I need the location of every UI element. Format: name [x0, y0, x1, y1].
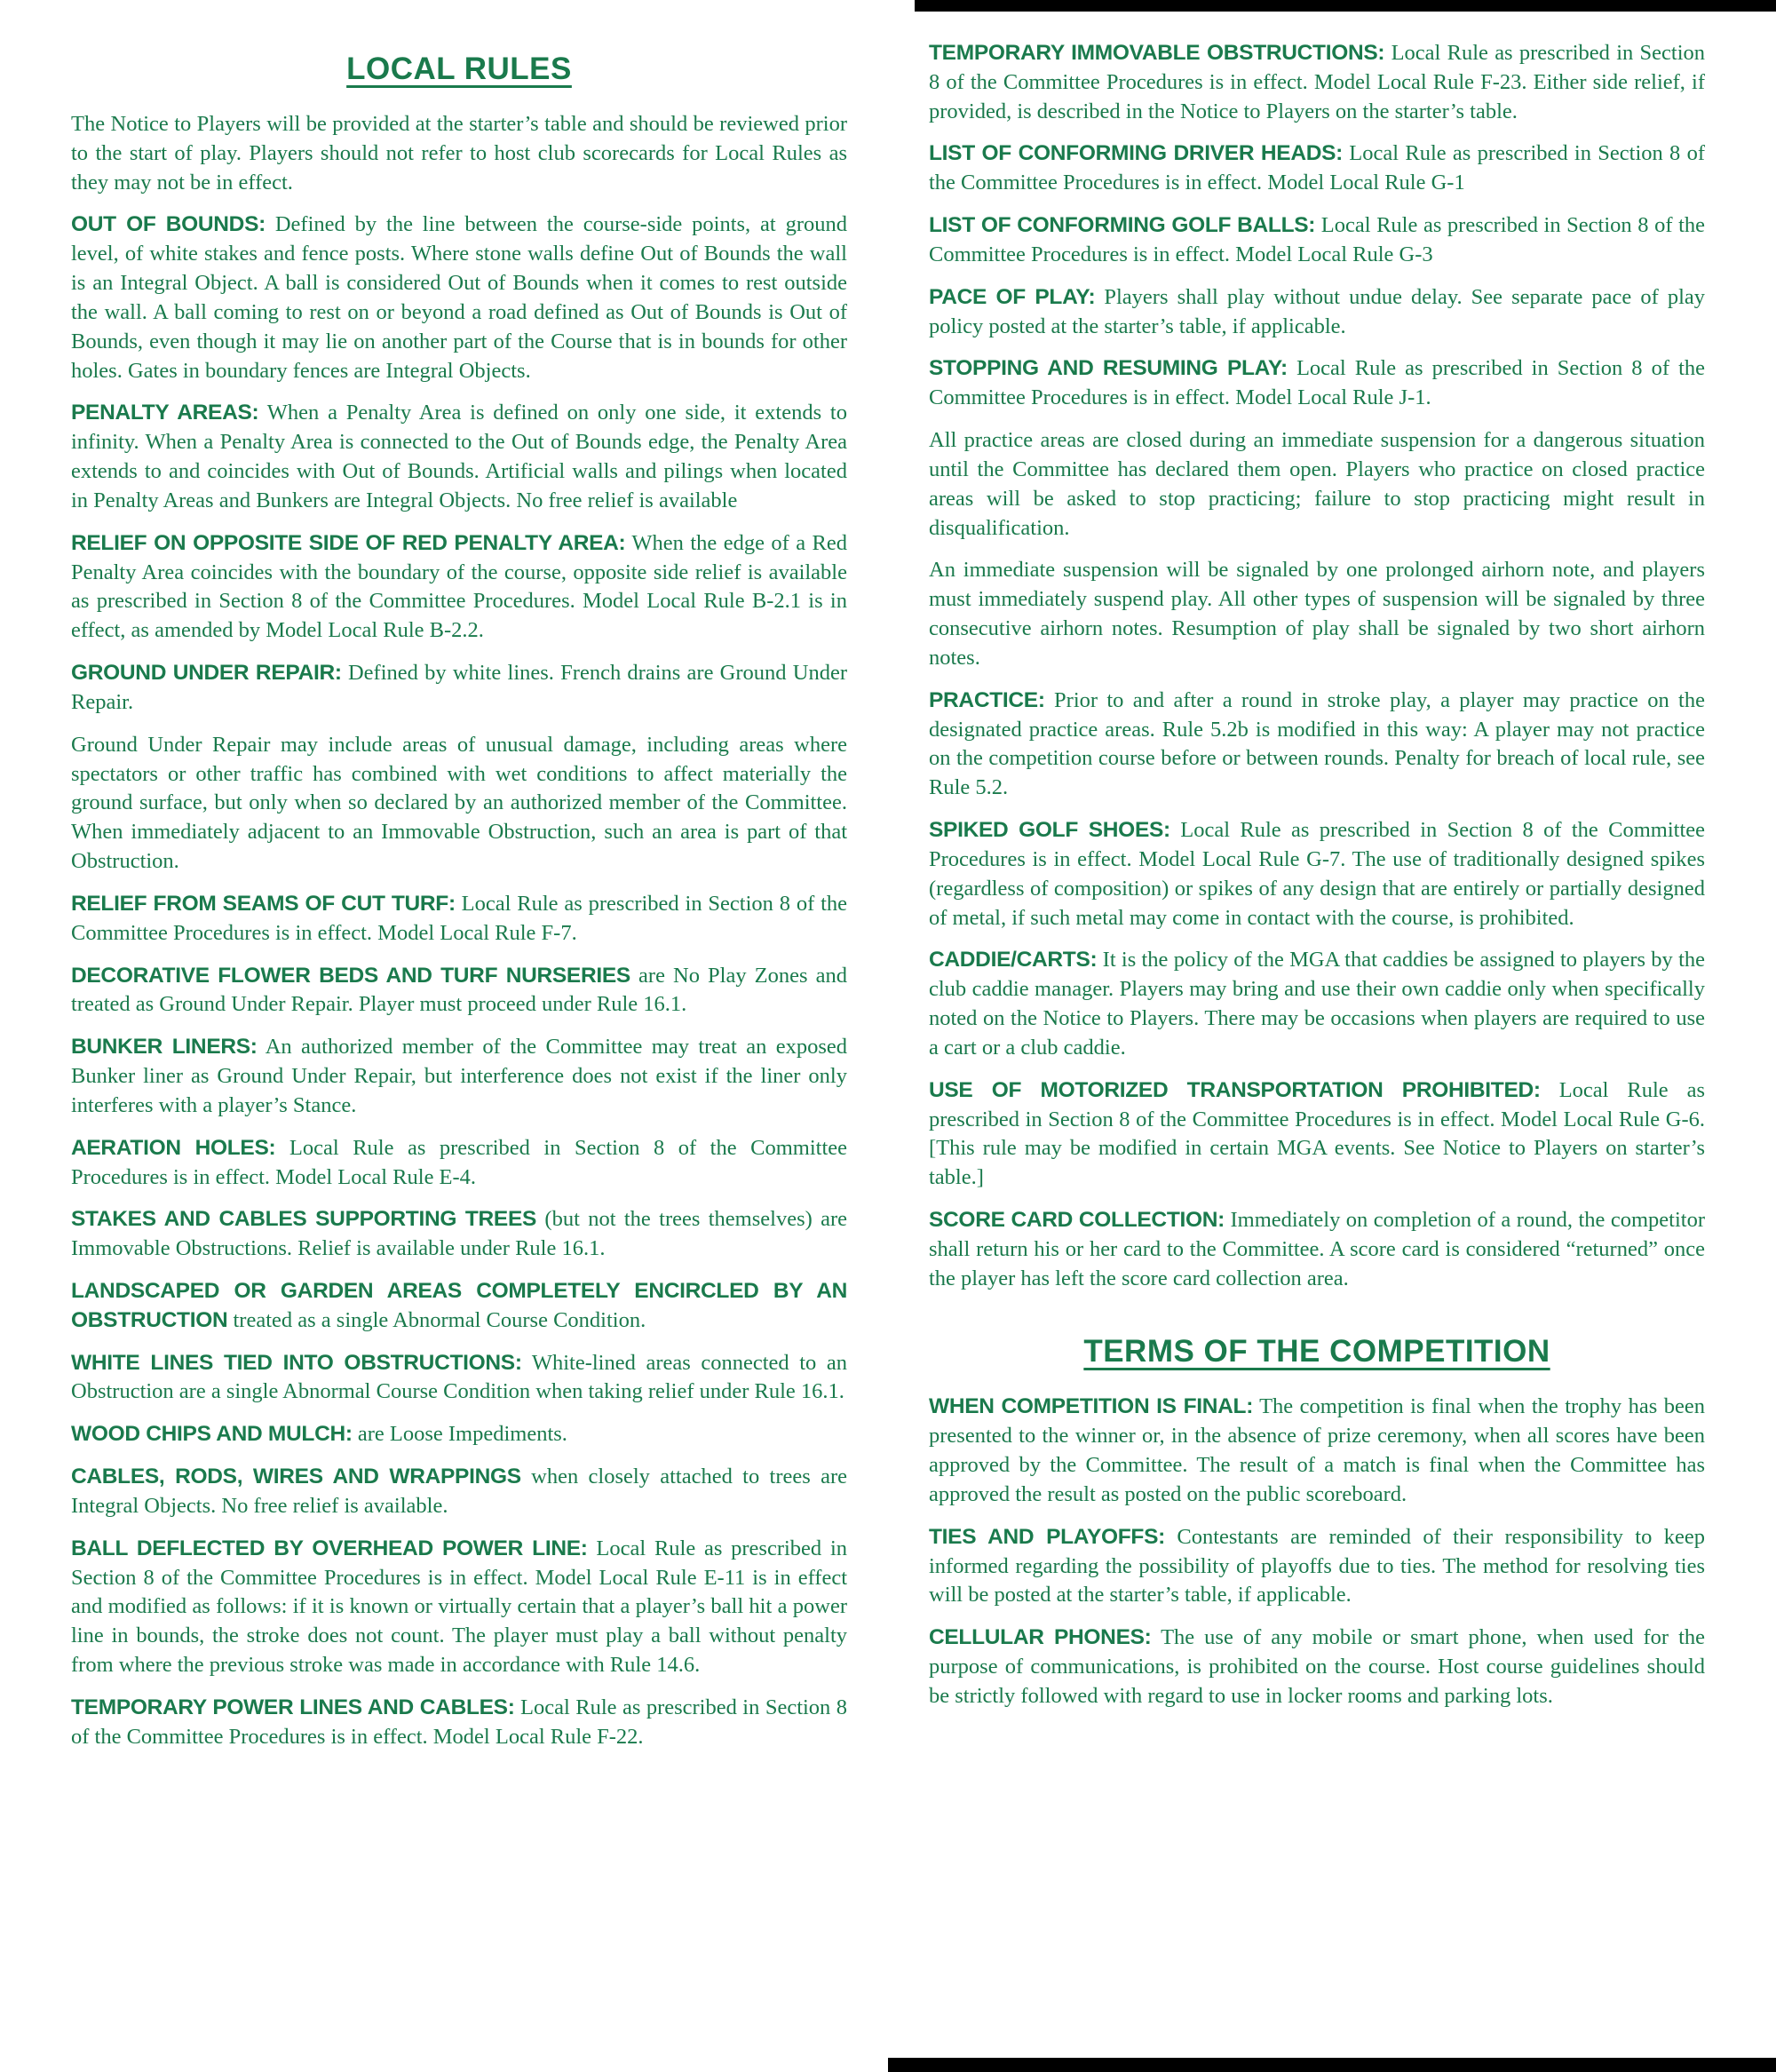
rule-practice-areas-closed: [929, 426, 1705, 543]
rule-body: Local Rule as prescribed in Section 8 of the Committee Procedures is in effect. Model Local Rule G-3: [929, 213, 1705, 266]
rule-heading: DECORATIVE FLOWER BEDS AND TURF NURSERIES: [71, 963, 630, 988]
rule-body: The competition is final when the trophy has been presented to the winner or, in the absence of prize ceremony, when all scores have been approved by the Committee. The result of a match is final when the Committee has approved the result as posted on the public scoreboard.: [929, 1394, 1706, 1506]
rule-heading: STOPPING AND RESUMING PLAY:: [929, 356, 1288, 381]
rule-body: Contestants are reminded of their responsibility to keep informed regarding the possibility of playoffs due to ties. The method for resolving ties will be posted at the starter’s table, if applicable.: [929, 1524, 1705, 1608]
rule-body: Local Rule as prescribed in Section 8 of the Committee Procedures is in effect. Model Local Rule F-23. Either side relief, if provided, is described in the Notice to Players on the starter’s table.: [929, 41, 1706, 123]
rule-body: Local Rule as prescribed in Section 8 of the Committee Procedures is in effect. Model Local Rule F-22.: [71, 1695, 848, 1749]
rule-relief-opposite-red-penalty-area: [71, 529, 847, 646]
term-ties-and-playoffs: [929, 1523, 1705, 1610]
term-cellular-phones: [929, 1623, 1705, 1711]
rule-body: Prior to and after a round in stroke play, a player may practice on the designated practice areas. Rule 5.2b is modified in this way: A player may not practice on the competition course before or between rounds. Penalty for breach of local rule, see Rule 5.2.: [929, 687, 1705, 800]
rule-pace-of-play: [929, 283, 1705, 342]
right-column: [929, 39, 1705, 1766]
rule-heading: USE OF MOTORIZED TRANSPORTATION PROHIBITED:: [929, 1077, 1541, 1102]
rule-body: Local Rule as prescribed in Section 8 of the Committee Procedures is in effect. Model Local Rule J-1.: [929, 356, 1706, 410]
rule-temporary-immovable-obstructions: [929, 39, 1705, 126]
intro-paragraph: [71, 110, 847, 197]
rule-heading: WHEN COMPETITION IS FINAL:: [929, 1394, 1254, 1419]
rule-body: White-lined areas connected to an Obstruction are a single Abnormal Course Condition when taking relief under Rule 16.1.: [71, 1350, 848, 1404]
rule-body: Local Rule as prescribed in Section 8 of the Committee Procedures is in effect. Model Local Rule G-6. [This rule may be modified in certain MGA events. See Notice to Players on starter’s table.]: [929, 1077, 1706, 1190]
scan-artifact-bottom-bar: [888, 2058, 1776, 2072]
terms-of-competition-title: TERMS OF THE COMPETITION: [1083, 1334, 1550, 1369]
rule-heading: PACE OF PLAY:: [929, 284, 1096, 309]
rule-body: The use of any mobile or smart phone, when used for the purpose of communications, is prohibited on the course. Host course guidelines should be strictly followed with regard to use in locker rooms and parking lots.: [929, 1625, 1705, 1708]
rule-heading: AERATION HOLES:: [71, 1135, 276, 1160]
rule-body: Ground Under Repair may include areas of unusual damage, including areas where spectators or other traffic has combined with wet conditions to affect materially the ground surface, but only when so declared by an authorized member of the Committee. When immediately adjacent to an Immovable Obstruction, such an area is part of that Obstruction.: [71, 732, 847, 874]
rule-cables-rods-wires-wrappings: [71, 1463, 847, 1521]
rule-body: Defined by the line between the course-side points, at ground level, of white stakes and fence posts. Where stone walls define Out of Bounds the wall is an Integral Object. A ball is considered Out of Bounds when it comes to rest outside the wall. A ball coming to rest on or beyond a road defined as Out of Bounds is Out of Bounds, even though it may lie on another part of the Course that is in bounds for other holes. Gates in boundary fences are Integral Objects.: [71, 212, 848, 383]
rule-list-of-conforming-driver-heads: [929, 139, 1705, 198]
rule-heading: WHITE LINES TIED INTO OBSTRUCTIONS:: [71, 1350, 522, 1375]
rule-white-lines-tied-into-obstructions: [71, 1349, 847, 1408]
rule-body: Local Rule as prescribed in Section 8 of the Committee Procedures is in effect. Model Local Rule E-4.: [71, 1135, 848, 1189]
rule-body: treated as a single Abnormal Course Condition.: [233, 1307, 646, 1332]
rule-list-of-conforming-golf-balls: [929, 211, 1705, 270]
rule-heading: BALL DEFLECTED BY OVERHEAD POWER LINE:: [71, 1536, 588, 1560]
rule-bunker-liners: [71, 1033, 847, 1120]
rule-body: All practice areas are closed during an immediate suspension for a dangerous situation until the Committee has declared them open. Players who practice on closed practice areas will be asked to stop practicing; failure to stop practicing might result in disqualification.: [929, 428, 1705, 540]
rule-body: Local Rule as prescribed in Section 8 of the Committee Procedures is in effect. Model Local Rule G-7. The use of traditionally designed spikes (regardless of composition) or spikes of any design that are entirely or partially designed of metal, if such metal may come in contact with the course, is prohibited.: [929, 818, 1706, 930]
rule-score-card-collection: [929, 1206, 1705, 1293]
term-when-competition-is-final: [929, 1393, 1705, 1509]
rule-heading: CADDIE/CARTS:: [929, 948, 1098, 972]
rule-out-of-bounds: [71, 210, 847, 385]
rule-ground-under-repair-continued: [71, 731, 847, 877]
rule-heading: RELIEF ON OPPOSITE SIDE OF RED PENALTY AREA:: [71, 530, 626, 555]
rule-relief-from-seams-of-cut-turf: [71, 890, 847, 949]
rule-stakes-and-cables-supporting-trees: [71, 1205, 847, 1264]
rule-heading: OUT OF BOUNDS:: [71, 212, 266, 237]
rule-suspension-signals: [929, 556, 1705, 672]
rule-heading: CELLULAR PHONES:: [929, 1625, 1152, 1650]
rule-body: When the edge of a Red Penalty Area coincides with the boundary of the course, opposite side relief is available as prescribed in Section 8 of the Committee Procedures. Model Local Rule B-2.1 is in effect, as amended by Model Local Rule B-2.2.: [71, 530, 847, 643]
rule-body: when closely attached to trees are Integral Objects. No free relief is available.: [71, 1465, 847, 1518]
rule-body: It is the policy of the MGA that caddies be assigned to players by the club caddie manager. Players may bring and use their own caddie only when specifically noted on the Notice to Players. There may be occasions when players are required to use a cart or a club caddie.: [929, 948, 1706, 1060]
rule-heading: BUNKER LINERS:: [71, 1035, 258, 1060]
intro-text: The Notice to Players will be provided at the starter’s table and should be reviewed prior to the start of play. Players should not refer to host club scorecards for Local Rules as they may not be in effect.: [71, 112, 847, 194]
rule-penalty-areas: [71, 399, 847, 515]
rule-spiked-golf-shoes: [929, 816, 1705, 933]
rule-body: are No Play Zones and treated as Ground Under Repair. Player must proceed under Rule 16.1.: [71, 963, 847, 1017]
rule-heading: GROUND UNDER REPAIR:: [71, 661, 342, 686]
left-column: [71, 39, 847, 1766]
rule-heading: LIST OF CONFORMING GOLF BALLS:: [929, 213, 1316, 238]
rule-heading: CABLES, RODS, WIRES AND WRAPPINGS: [71, 1465, 521, 1489]
rule-body: An immediate suspension will be signaled by one prolonged airhorn note, and players must immediately suspend play. All other types of suspension will be signaled by three consecutive airhorn notes. Resumption of play shall be signaled by two short airhorn notes.: [929, 558, 1705, 670]
rule-body: Defined by white lines. French drains are Ground Under Repair.: [71, 661, 847, 714]
rule-heading: WOOD CHIPS AND MULCH:: [71, 1422, 353, 1447]
rule-wood-chips-and-mulch: [71, 1420, 847, 1449]
rule-caddie-carts: [929, 946, 1705, 1062]
rule-aeration-holes: [71, 1134, 847, 1193]
rule-heading: TEMPORARY POWER LINES AND CABLES:: [71, 1695, 515, 1719]
rule-stopping-and-resuming-play: [929, 354, 1705, 413]
rule-body: Local Rule as prescribed in Section 8 of the Committee Procedures is in effect. Model Local Rule G-1: [929, 141, 1706, 195]
rule-body: Local Rule as prescribed in Section 8 of the Committee Procedures is in effect. Model Local Rule E-11 is in effect and modified as follows: if it is known or virtually certain that a player’s ball hit a power line in bounds, the stroke does not count. The player must play a ball without penalty from where the previous stroke was made in accordance with Rule 14.6.: [71, 1536, 847, 1678]
rule-landscaped-garden-areas: [71, 1277, 847, 1336]
rule-heading: RELIEF FROM SEAMS OF CUT TURF:: [71, 891, 456, 916]
rule-heading: SPIKED GOLF SHOES:: [929, 818, 1170, 843]
rule-body: Players shall play without undue delay. See separate pace of play policy posted at the starter’s table, if applicable.: [929, 284, 1706, 338]
rule-body: are Loose Impediments.: [357, 1422, 567, 1447]
local-rules-title: LOCAL RULES: [346, 52, 572, 86]
rule-heading: LIST OF CONFORMING DRIVER HEADS:: [929, 141, 1343, 166]
rule-body: Immediately on completion of a round, the competitor shall return his or her card to the Committee. A score card is considered “returned” once the player has left the score card collection area.: [929, 1207, 1705, 1290]
rule-body: (but not the trees themselves) are Immovable Obstructions. Relief is available under Rule 16.1.: [71, 1207, 848, 1261]
rule-temporary-power-lines-and-cables: [71, 1694, 847, 1752]
rule-heading: LANDSCAPED OR GARDEN AREAS COMPLETELY ENCIRCLED BY AN OBSTRUCTION: [71, 1278, 847, 1332]
rule-body: Local Rule as prescribed in Section 8 of the Committee Procedures is in effect. Model Local Rule F-7.: [71, 891, 848, 945]
rule-ball-deflected-by-power-line: [71, 1535, 847, 1680]
rule-practice: [929, 687, 1705, 803]
rule-heading: TIES AND PLAYOFFS:: [929, 1524, 1165, 1549]
rule-heading: TEMPORARY IMMOVABLE OBSTRUCTIONS:: [929, 41, 1385, 65]
rule-body: When a Penalty Area is defined on only one side, it extends to infinity. When a Penalty Area is connected to the Out of Bounds edge, the Penalty Area extends to and coincides with Out of Bounds. Artificial walls and pilings when located in Penalty Areas and Bunkers are Integral Objects. No free relief is available: [71, 401, 847, 512]
rule-heading: PENALTY AREAS:: [71, 401, 259, 425]
rule-body: An authorized member of the Committee may treat an exposed Bunker liner as Ground Under Repair, but interference does not exist if the liner only interferes with a player’s Stance.: [71, 1035, 847, 1117]
scan-artifact-top-bar: [915, 0, 1776, 12]
rule-motorized-transportation-prohibited: [929, 1076, 1705, 1193]
rule-decorative-flower-beds: [71, 962, 847, 1020]
rule-heading: PRACTICE:: [929, 687, 1045, 712]
rule-heading: STAKES AND CABLES SUPPORTING TREES: [71, 1207, 537, 1232]
rule-ground-under-repair: [71, 659, 847, 718]
rule-heading: SCORE CARD COLLECTION:: [929, 1207, 1225, 1232]
